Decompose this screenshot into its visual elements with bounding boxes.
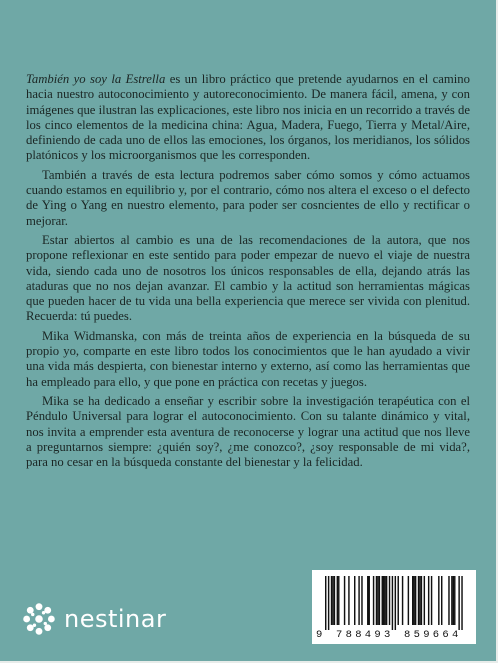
barcode-bar (421, 576, 422, 625)
barcode-bar (332, 576, 333, 625)
book-title: También yo soy la Estrella (26, 72, 166, 86)
barcode-bar (338, 576, 339, 625)
barcode-bar (383, 576, 384, 625)
blurb-paragraph-1 (26, 72, 470, 164)
barcode-bar (408, 576, 409, 625)
barcode-digit-first: 9 (316, 629, 323, 641)
barcode-bar (424, 576, 425, 625)
barcode-bar (454, 576, 455, 625)
barcode-bar (441, 576, 442, 625)
barcode-bar (413, 576, 414, 625)
blurb-paragraph-1-text: es un libro práctico que pretende ayudarnos en el camino hacia nuestro autoconocimiento y autoreconocimiento. De manera fácil, amena, y con imágenes que ilustran las explicaciones, este libro nos inicia en un recorrido a través de los cinco elementos de la medicina china: Agua, Madera, Fuego, Tierra y Metal/Aire, definiendo de cada uno de ellos las emociones, los órganos, los meridianos, los sólidos platónicos y los microorganismos que les corresponden. (26, 72, 470, 163)
barcode-bar (334, 576, 335, 625)
barcode-bar (415, 576, 416, 625)
barcode-bar (386, 576, 387, 625)
barcode-bars (318, 576, 470, 630)
barcode-bar (402, 576, 403, 625)
barcode-bar (379, 576, 380, 625)
barcode-bar (453, 576, 454, 625)
barcode-bar (367, 576, 368, 625)
publisher-name: nestinar (64, 605, 167, 633)
barcode-bar (398, 576, 399, 625)
blurb-paragraph-5: Mika se ha dedicado a enseñar y escribir sobre la investigación terapéutica con el Péndulo Universal para lograr el autoconocimiento. Con su talante dinámico y vital, nos invita a emprender esta aventura de reconocerse y lograr una actitud que nos lleve a preguntarnos siempre: ¿quién soy?, ¿me conozco?, ¿soy responsable de mi vida?, para no cesar en la búsqueda constante del bienestar y la felicidad. (26, 393, 470, 470)
barcode-digits-right: 859664 (404, 629, 462, 641)
barcode-bar (458, 576, 459, 630)
barcode-bar (395, 576, 396, 630)
barcode-bar (358, 576, 359, 625)
barcode-bar (461, 576, 462, 630)
barcode-bar (373, 576, 374, 625)
barcode-bar (337, 576, 338, 625)
isbn-barcode (312, 570, 476, 644)
barcode-bar (369, 576, 370, 625)
barcode-bar (438, 576, 439, 625)
blurb-paragraph-3: Estar abiertos al cambio es una de las recomendaciones de la autora, que nos propone reflexionar en este sentido para poder empezar de nuevo el viaje de nuestra vida, siendo cada uno de nosotros los únicos responsables de ella, dejando atrás las ataduras que no nos dejan avanzar. El cambio y la actitud son herramientas mágicas que pueden hacer de tu vida una bella experiencia que merece ser vivida con plenitud. Recuerda: tú puedes. (26, 232, 470, 324)
barcode-bar (418, 576, 419, 625)
barcode-bar (382, 576, 383, 625)
barcode-bar (348, 576, 349, 625)
barcode-bar (376, 576, 377, 625)
barcode-bar (377, 576, 378, 625)
barcode-bar (448, 576, 449, 625)
publisher-logo (20, 597, 166, 641)
barcode-bar (389, 576, 390, 625)
barcode-bar (384, 576, 385, 625)
barcode-bar (392, 576, 393, 630)
barcode-bar (331, 576, 332, 625)
blurb-paragraph-2: También a través de esta lectura podremos saber cómo somos y cómo actuamos cuando estamos en equilibrio y, por el contrario, cómo nos altera el exceso o el defecto de Ying o Yang en nuestro elemento, para poder ser cosncientes de ello y rectificar o mejorar. (26, 167, 470, 228)
barcode-bar (325, 576, 326, 630)
nestinar-logo-icon (20, 600, 58, 638)
barcode-bar (361, 576, 362, 625)
barcode-bar (412, 576, 413, 625)
barcode-bar (431, 576, 432, 625)
barcode-bar (344, 576, 345, 625)
back-cover-blurb (26, 72, 470, 474)
blurb-paragraph-4: Mika Widmanska, con más de treinta años de experiencia en la búsqueda de su propio yo, comparte en este libro todos los conocimientos que le han ayudado a vivir una vida más despierta, con bienestar interno y externo, así como las herramientas que ha empleado para ello, y que pone en práctica con recetas y juegos. (26, 328, 470, 389)
barcode-bar (419, 576, 420, 625)
barcode-bar (354, 576, 355, 625)
barcode-digits-left: 788493 (336, 629, 394, 641)
barcode-bar (328, 576, 329, 630)
barcode-bar (451, 576, 452, 625)
barcode-bar (428, 576, 429, 625)
